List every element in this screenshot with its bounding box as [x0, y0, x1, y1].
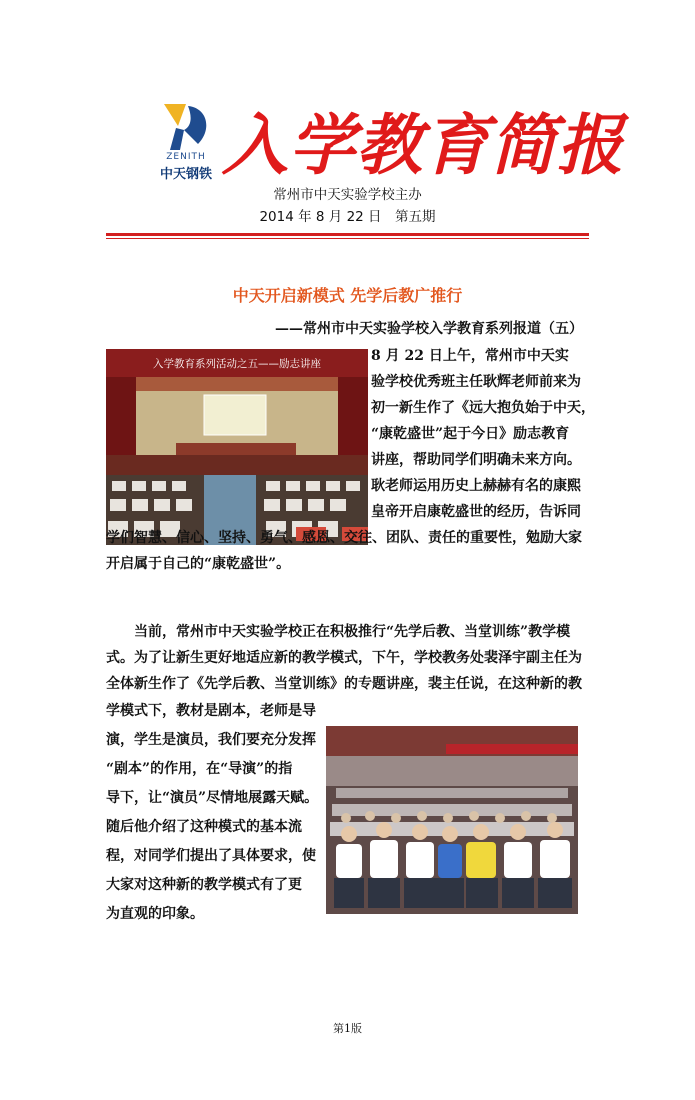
- paragraph-1-line: 开启属于自己的“康乾盛世”。: [106, 556, 291, 572]
- paragraph-1-line: 验学校优秀班主任耿辉老师前来为: [371, 374, 581, 390]
- paragraph-3-line: 导下，让“演员”尽情地展露天赋。: [106, 790, 319, 806]
- zenith-logo: [150, 100, 222, 180]
- paragraph-1-line: 8 月 22 日上午，常州市中天实: [371, 348, 569, 364]
- paragraph-3-line: 大家对这种新的教学模式有了更: [106, 877, 302, 893]
- paragraph-2: 当前，常州市中天实验学校正在积极推行“先学后教、当堂训练”教学模式。为了让新生更好地适应新的教学模式，下午，学校教务处裴泽宇副主任为全体新生作了《先学后教、当堂训练》的专题讲座，裴主任说，在这种新的教: [106, 624, 582, 692]
- header-rule-thin: [106, 238, 589, 239]
- photo-banner-text: 入学教育系列活动之五——励志讲座: [153, 358, 321, 370]
- logo-zenith-text: ZENITH: [166, 152, 206, 162]
- paragraph-1-line: 学们智慧、信心、坚持、勇气、感恩、交往、团队、责任的重要性，勉励大家: [106, 530, 582, 546]
- organizer-line: 常州市中天实验学校主办: [273, 187, 422, 203]
- header-rule-thick: [106, 233, 589, 236]
- paragraph-3-line: 随后他介绍了这种模式的基本流: [106, 819, 302, 835]
- paragraph-3-line: “剧本”的作用，在“导演”的指: [106, 761, 293, 777]
- paragraph-3-line: 学模式下，教材是剧本，老师是导: [106, 703, 316, 719]
- paragraph-1-line: 耿老师运用历史上赫赫有名的康熙: [371, 478, 581, 494]
- page-number: 第1版: [333, 1022, 362, 1035]
- students-audience-photo: [326, 726, 578, 914]
- zenith-emblem-icon: [158, 100, 214, 152]
- paragraph-1-line: “康乾盛世”起于今日》励志教育: [371, 426, 570, 442]
- article-subheadline: ——常州市中天实验学校入学教育系列报道（五）: [275, 321, 583, 337]
- issue-line: 2014 年 8 月 22 日 第五期: [259, 209, 436, 225]
- paragraph-1-line: 初一新生作了《远大抱负始于中天，: [371, 400, 595, 416]
- paragraph-1-line: 讲座，帮助同学们明确未来方向。: [371, 452, 581, 468]
- masthead-title: 入学教育简报: [222, 106, 624, 184]
- article-headline: 中天开启新模式 先学后教广推行: [232, 286, 463, 305]
- paragraph-3-line: 程，对同学们提出了具体要求，使: [106, 848, 316, 864]
- paragraph-3-line: 为直观的印象。: [106, 906, 204, 922]
- logo-brand-text: 中天钢铁: [159, 167, 212, 182]
- paragraph-1: [106, 343, 595, 577]
- paragraph-3: [106, 697, 320, 929]
- paragraph-1-line: 皇帝开启康乾盛世的经历，告诉同: [371, 504, 581, 520]
- paragraph-3-line: 演，学生是演员，我们要充分发挥: [106, 732, 316, 748]
